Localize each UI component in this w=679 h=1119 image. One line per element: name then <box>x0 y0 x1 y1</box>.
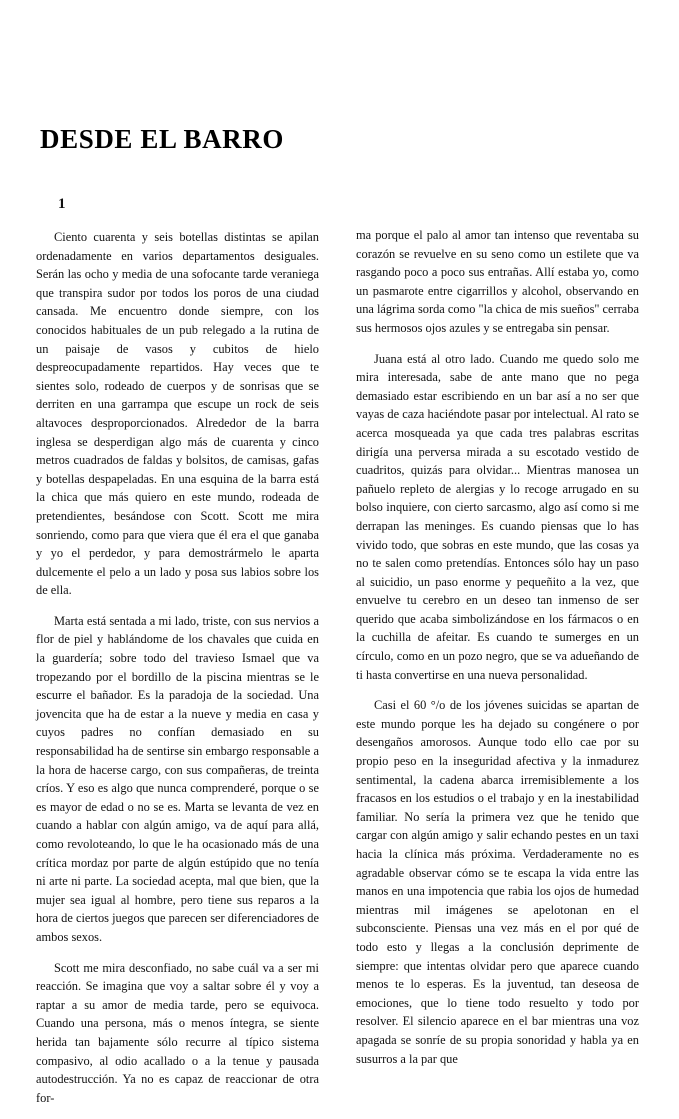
paragraph: Marta está sentada a mi lado, triste, con sus nervios a flor de piel y hablándome de los chavales que cuida en la guardería; sobre todo del travieso Ismael que va tropezando por el bordillo de la piscina mientras se le escurre el bañador. Es la paradoja de la sociedad. Una jovencita que ha de estar a la nueve y media en casa y cuyos padres no confían demasiado en su responsabilidad ha de sentirse sin embargo responsable a la hora de hacerse cargo, con sus compañeras, de treinta críos. Y eso es algo que nunca comprenderé, porque o se es mayor de edad o no se es. Marta se levanta de vez en cuando a hablar con algún amigo, va de aquí para allá, como revoloteando, lo que le ha ocasionado más de una crítica mordaz por parte de algún estúpido que no tenía ni arte ni parte. La sociedad acepta, mal que bien, que la mujer sea igual al hombre, pero tiene sus reparos a la hora de ciertos juegos que parecen ser diferenciadores de ambos sexos. <box>36 613 319 944</box>
paragraph: Ciento cuarenta y seis botellas distintas se apilan ordenadamente en varios departamentos desiguales. Serán las ocho y media de una sofocante tarde veraniega que transpira sudor por todos los poros de una ciudad cansada. Me encuentro donde siempre, con los conocidos habituales de un pub relegado a la rutina de un paisaje de vasos y cubitos de hielo despreocupadamente repartidos. Hay veces que te sientes solo, rodeado de cuerpos y de sonrisas que se derriten en una garrampa que escupe un rock de seis altavoces desproporcionados. Alrededor de la barra inglesa se desperdigan algo más de cuarenta y cinco metros cuadrados de faldas y bolsitos, de camisas, gafas y botellas despapeladas. En una esquina de la barra está la chica que más quiero en este mundo, rodeada de pretendientes, besándose con Scott. Scott me mira sonriendo, como para que viera que él era el que ganaba y yo el perdedor, y para demostrármelo le aparta dulcemente el pelo a un lado y posa sus labios sobre los de ella. <box>36 230 319 598</box>
left-column <box>36 228 319 1119</box>
paragraph: Juana está al otro lado. Cuando me quedo solo me mira interesada, sabe de ante mano que no pega demasiado estar escribiendo en un bar así a no ser que vayas de caza haciéndote pasar por intelectual. Al rato se acerca mosqueada ya que cada tres palabras escritas dirigía una perversa mirada a su escotado vestido de cuadritos, quizás para olvidar... Mientras manosea un pañuelo repleto de alergias y lo recoge arrugado en su bolso inquiere, con cierto sarcasmo, algo así como si me derrapan las meninges. Es cuando piensas que lo has vivido todo, que sobras en este mundo, que las cosas ya no te salen como pretendías. Entonces sólo hay un paso al suicidio, un paso enorme y pequeñito a la vez, que envuelve tu cerebro en un deseo tan inmenso de ser querido que acaba simbolizándose en los fármacos o en la cuchilla de afeitar. Es cuando te sumerges en un círculo, como en un pozo negro, que se va adueñando de ti hasta convertirse en una nueva personalidad. <box>356 351 639 682</box>
chapter-number: 1 <box>58 196 66 212</box>
right-column <box>356 226 639 1080</box>
page-title: DESDE EL BARRO <box>40 124 284 154</box>
paragraph: Scott me mira desconfiado, no sabe cuál va a ser mi reacción. Se imagina que voy a saltar sobre él y voy a raptar a su amor de media tarde, pero se equivoca. Cuando una persona, más o menos íntegra, se siente herida tan bajamente sólo recurre al típico sistema compasivo, al odio acallado o a la tenue y pausada autodestrucción. Ya no es capaz de reaccionar de otra for- <box>36 960 319 1105</box>
paragraph: ma porque el palo al amor tan intenso que reventaba su corazón se revuelve en su seno como un estilete que va rasgando poco a poco sus entrañas. Allí estaba yo, como un pasmarote entre cigarrillos y alcohol, observando en una lágrima sorda como "la chica de mis sueños" cerraba sus hermosos ojos azules y se entregaba sin pensar. <box>356 228 639 335</box>
paragraph: Casi el 60 °/o de los jóvenes suicidas se apartan de este mundo porque les ha dejado su congénere o por desengaños amorosos. Aunque todo ello cae por su propio peso en la inseguridad afectiva y la inmadurez sentimental, la cadena abarca irremisiblemente a los fracasos en los estudios o el trabajo y en la inestabilidad familiar. No sería la primera vez que he tenido que cargar con algún amigo y salir echando pestes en un taxi hacia la clínica más próxima. Verdaderamente no es agradable observar cómo se te escapa la vida entre las manos en una impotencia que rabia los ojos de humedad mientras mil imágenes se apelotonan en el subconsciente. Piensas una vez más en el por qué de todo esto y llegas a la conclusión deprimente de siempre: que intentas olvidar pero que aparece cuando menos te lo esperas. Es la juventud, tan deseosa de emociones, que lo tiene todo resuelto y todo por resolver. El silencio aparece en el bar mientras una voz apagada se sonríe de su propia sonoridad y habla ya en susurros a la par que <box>356 698 639 1066</box>
